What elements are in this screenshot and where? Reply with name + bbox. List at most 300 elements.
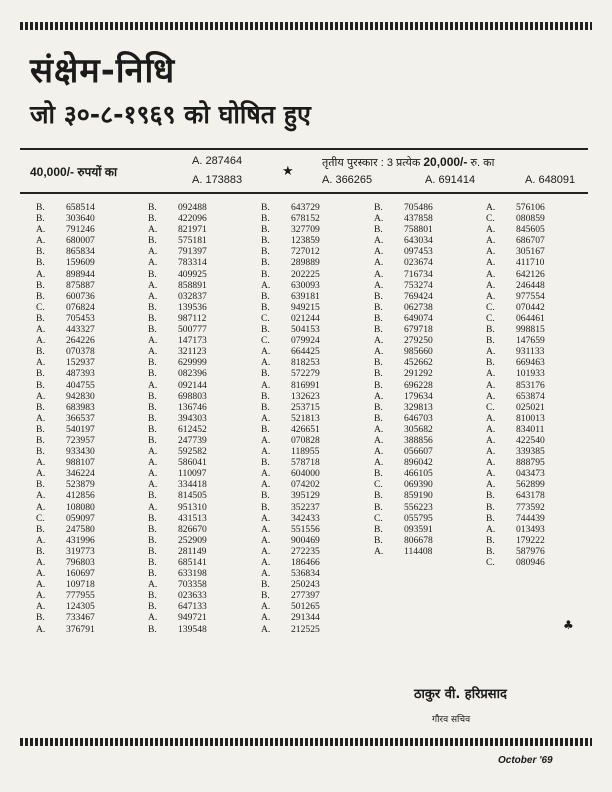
ticket-row bbox=[261, 490, 369, 501]
ticket-row bbox=[486, 457, 594, 468]
ticket-row bbox=[374, 524, 482, 535]
ticket-series: B. bbox=[486, 512, 495, 524]
ticket-row bbox=[374, 324, 482, 335]
ticket-row bbox=[36, 269, 144, 280]
ticket-series: B. bbox=[261, 224, 270, 236]
footer-date: October '69 bbox=[498, 755, 553, 766]
ticket-series: A. bbox=[148, 335, 158, 347]
third-prize-number-3: A. 648091 bbox=[525, 174, 576, 186]
ticket-row bbox=[374, 368, 482, 379]
ticket-series: B. bbox=[148, 623, 157, 635]
ticket-series: B. bbox=[374, 490, 383, 502]
ticket-series: B. bbox=[36, 379, 45, 391]
ticket-series: A. bbox=[486, 235, 496, 247]
ticket-number: 021244 bbox=[291, 312, 320, 324]
ticket-number: 933430 bbox=[66, 446, 95, 458]
ticket-number: 898944 bbox=[66, 268, 95, 280]
ticket-row bbox=[148, 446, 256, 457]
ticket-number: 633198 bbox=[178, 568, 207, 580]
ticket-series: B. bbox=[261, 401, 270, 413]
ticket-number: 949721 bbox=[178, 612, 207, 624]
ticket-series: A. bbox=[148, 501, 158, 513]
ticket-number: 629999 bbox=[178, 357, 207, 369]
ticket-row bbox=[261, 568, 369, 579]
ticket-series: B. bbox=[36, 213, 45, 225]
ticket-number: 346224 bbox=[66, 468, 95, 480]
ticket-row bbox=[148, 324, 256, 335]
ticket-row bbox=[486, 346, 594, 357]
ticket-row bbox=[261, 413, 369, 424]
ticket-series: A. bbox=[36, 568, 46, 580]
ticket-number: 109718 bbox=[66, 579, 95, 591]
star-icon: ★ bbox=[282, 163, 294, 178]
ticket-number: 074202 bbox=[291, 479, 320, 491]
ticket-row bbox=[261, 424, 369, 435]
ticket-series: A. bbox=[486, 379, 496, 391]
ticket-series: C. bbox=[261, 335, 270, 347]
ticket-series: B. bbox=[148, 590, 157, 602]
ticket-number: 696228 bbox=[404, 379, 433, 391]
ticket-row bbox=[261, 324, 369, 335]
ticket-series: C. bbox=[261, 312, 270, 324]
ticket-number: 853176 bbox=[516, 379, 545, 391]
ticket-row bbox=[374, 435, 482, 446]
ticket-number: 452662 bbox=[404, 357, 433, 369]
ticket-series: A. bbox=[486, 390, 496, 402]
ticket-row bbox=[148, 502, 256, 513]
ticket-row bbox=[374, 202, 482, 213]
ticket-row bbox=[486, 280, 594, 291]
ticket-number: 289889 bbox=[291, 257, 320, 269]
ticket-series: B. bbox=[261, 590, 270, 602]
ticket-series: B. bbox=[374, 368, 383, 380]
ticket-row bbox=[261, 269, 369, 280]
ticket-series: B. bbox=[374, 224, 383, 236]
ticket-row bbox=[486, 291, 594, 302]
ticket-number: 806678 bbox=[404, 534, 433, 546]
ticket-number: 062738 bbox=[404, 301, 433, 313]
ticket-series: B. bbox=[261, 301, 270, 313]
ticket-number: 114408 bbox=[404, 545, 433, 557]
ticket-series: B. bbox=[36, 612, 45, 624]
ticket-number: 639181 bbox=[291, 290, 320, 302]
ticket-number: 305167 bbox=[516, 246, 545, 258]
first-prize-label: 40,000/- रुपयों का bbox=[30, 165, 118, 179]
ticket-row bbox=[374, 257, 482, 268]
ticket-series: A. bbox=[486, 290, 496, 302]
ticket-row bbox=[486, 335, 594, 346]
ticket-number: 043473 bbox=[516, 468, 545, 480]
ticket-number: 247580 bbox=[66, 523, 95, 535]
ticket-series: C. bbox=[486, 557, 495, 568]
ticket-series: A. bbox=[148, 279, 158, 291]
ticket-row bbox=[374, 502, 482, 513]
ticket-series: B. bbox=[261, 457, 270, 469]
ticket-number: 160697 bbox=[66, 568, 95, 580]
ticket-number: 575181 bbox=[178, 235, 207, 247]
ticket-row bbox=[36, 324, 144, 335]
ticket-number: 069390 bbox=[404, 479, 433, 491]
ticket-series: B. bbox=[261, 490, 270, 502]
ticket-series: B. bbox=[374, 501, 383, 513]
ticket-series: C. bbox=[36, 512, 45, 524]
ticket-series: B. bbox=[36, 446, 45, 458]
ticket-series: A. bbox=[486, 412, 496, 424]
ticket-number: 252909 bbox=[178, 534, 207, 546]
ticket-number: 865834 bbox=[66, 246, 95, 258]
ticket-row bbox=[261, 202, 369, 213]
ticket-row bbox=[148, 601, 256, 612]
ticket-row bbox=[486, 535, 594, 546]
ticket-number: 339385 bbox=[516, 446, 545, 458]
ticket-number: 791246 bbox=[66, 224, 95, 236]
ticket-row bbox=[486, 524, 594, 535]
ticket-number: 521813 bbox=[291, 412, 320, 424]
ticket-series: A. bbox=[486, 523, 496, 535]
ticket-number: 327709 bbox=[291, 224, 320, 236]
ticket-series: A. bbox=[261, 479, 271, 491]
ticket-number: 264226 bbox=[66, 335, 95, 347]
top-border bbox=[20, 22, 592, 30]
prize-bar bbox=[20, 148, 588, 194]
ticket-row bbox=[36, 546, 144, 557]
ticket-number: 769424 bbox=[404, 290, 433, 302]
ticket-series: A. bbox=[486, 279, 496, 291]
ticket-row bbox=[148, 368, 256, 379]
ticket-number: 551556 bbox=[291, 523, 320, 535]
ticket-series: B. bbox=[36, 312, 45, 324]
ticket-series: A. bbox=[261, 568, 271, 580]
ticket-row bbox=[374, 213, 482, 224]
ticket-row bbox=[148, 479, 256, 490]
ticket-series: A. bbox=[36, 268, 46, 280]
ticket-row bbox=[374, 235, 482, 246]
ticket-row bbox=[36, 524, 144, 535]
ticket-row bbox=[148, 557, 256, 568]
ticket-number: 705486 bbox=[404, 202, 433, 213]
ticket-series: B. bbox=[148, 434, 157, 446]
ticket-row bbox=[261, 224, 369, 235]
ticket-number: 977554 bbox=[516, 290, 545, 302]
ticket-row bbox=[148, 513, 256, 524]
ticket-series: A. bbox=[374, 279, 384, 291]
ticket-number: 703358 bbox=[178, 579, 207, 591]
ticket-number: 942830 bbox=[66, 390, 95, 402]
ticket-number: 179634 bbox=[404, 390, 433, 402]
ticket-series: A. bbox=[36, 468, 46, 480]
ticket-series: B. bbox=[148, 545, 157, 557]
ticket-series: B. bbox=[261, 268, 270, 280]
ticket-number: 139536 bbox=[178, 301, 207, 313]
ticket-number: 727012 bbox=[291, 246, 320, 258]
ticket-number: 437858 bbox=[404, 213, 433, 225]
ticket-series: A. bbox=[148, 290, 158, 302]
ticket-number: 388856 bbox=[404, 434, 433, 446]
ticket-row bbox=[486, 313, 594, 324]
ticket-number: 680007 bbox=[66, 235, 95, 247]
ticket-row bbox=[261, 357, 369, 368]
ticket-series: A. bbox=[148, 579, 158, 591]
ticket-number: 698803 bbox=[178, 390, 207, 402]
ticket-row bbox=[261, 502, 369, 513]
ticket-row bbox=[148, 269, 256, 280]
ticket-series: B. bbox=[374, 534, 383, 546]
ticket-number: 321123 bbox=[178, 346, 207, 358]
ticket-series: A. bbox=[261, 468, 271, 480]
ticket-number: 409925 bbox=[178, 268, 207, 280]
ticket-row bbox=[374, 313, 482, 324]
ticket-row bbox=[36, 313, 144, 324]
ticket-row bbox=[148, 213, 256, 224]
ticket-row bbox=[261, 391, 369, 402]
ticket-series: B. bbox=[36, 523, 45, 535]
ticket-series: A. bbox=[374, 545, 384, 557]
ticket-number: 859190 bbox=[404, 490, 433, 502]
third-prize-label bbox=[322, 155, 494, 170]
ticket-number: 587976 bbox=[516, 545, 545, 557]
ticket-row bbox=[36, 590, 144, 601]
ticket-row bbox=[261, 280, 369, 291]
ticket-series: A. bbox=[486, 423, 496, 435]
ticket-number: 013493 bbox=[516, 523, 545, 535]
ticket-number: 070828 bbox=[291, 434, 320, 446]
ticket-number: 064461 bbox=[516, 312, 545, 324]
ticket-number: 080946 bbox=[516, 557, 545, 568]
ticket-series: A. bbox=[261, 434, 271, 446]
ticket-row bbox=[374, 380, 482, 391]
ticket-number: 723957 bbox=[66, 434, 95, 446]
ticket-number: 646703 bbox=[404, 412, 433, 424]
ticket-row bbox=[148, 490, 256, 501]
ticket-row bbox=[36, 624, 144, 635]
ticket-row bbox=[261, 535, 369, 546]
ticket-row bbox=[261, 479, 369, 490]
ticket-number: 431996 bbox=[66, 534, 95, 546]
ticket-row bbox=[148, 246, 256, 257]
ticket-number: 643729 bbox=[291, 202, 320, 213]
ticket-series: A. bbox=[261, 557, 271, 568]
ticket-row bbox=[36, 257, 144, 268]
ticket-series: A. bbox=[261, 346, 271, 358]
ticket-row bbox=[36, 368, 144, 379]
ticket-series: A. bbox=[486, 457, 496, 469]
ticket-number: 669463 bbox=[516, 357, 545, 369]
ticket-series: B. bbox=[148, 534, 157, 546]
ticket-number: 985660 bbox=[404, 346, 433, 358]
ticket-row bbox=[148, 335, 256, 346]
ticket-series: A. bbox=[374, 213, 384, 225]
ticket-row bbox=[486, 490, 594, 501]
ticket-row bbox=[261, 302, 369, 313]
ticket-series: A. bbox=[261, 446, 271, 458]
ticket-row bbox=[148, 235, 256, 246]
ticket-series: C. bbox=[374, 479, 383, 491]
ticket-row bbox=[261, 612, 369, 623]
ticket-number: 147173 bbox=[178, 335, 207, 347]
ticket-row bbox=[374, 224, 482, 235]
ticket-number: 556223 bbox=[404, 501, 433, 513]
ticket-number: 500777 bbox=[178, 324, 207, 336]
ticket-row bbox=[148, 612, 256, 623]
ticket-series: A. bbox=[261, 623, 271, 635]
ticket-series: A. bbox=[261, 523, 271, 535]
ticket-row bbox=[374, 413, 482, 424]
ticket-row bbox=[261, 590, 369, 601]
ticket-series: C. bbox=[374, 512, 383, 524]
ticket-row bbox=[486, 435, 594, 446]
ticket-series: A. bbox=[36, 601, 46, 613]
ticket-series: B. bbox=[148, 568, 157, 580]
ticket-number: 092488 bbox=[178, 202, 207, 213]
ticket-series: B. bbox=[261, 246, 270, 258]
signatory-designation: गौरव सचिव bbox=[432, 715, 471, 725]
end-mark-icon: ♣ bbox=[563, 618, 574, 632]
ticket-number: 814505 bbox=[178, 490, 207, 502]
ticket-series: A. bbox=[486, 202, 496, 213]
ticket-number: 875887 bbox=[66, 279, 95, 291]
third-prize-number-1: A. 366265 bbox=[322, 174, 373, 186]
ticket-series: A. bbox=[148, 346, 158, 358]
ticket-row bbox=[374, 468, 482, 479]
ticket-number: 643178 bbox=[516, 490, 545, 502]
ticket-number: 649074 bbox=[404, 312, 433, 324]
ticket-number: 281149 bbox=[178, 545, 207, 557]
ticket-number: 592582 bbox=[178, 446, 207, 458]
ticket-series: A. bbox=[36, 335, 46, 347]
ticket-series: A. bbox=[36, 235, 46, 247]
ticket-row bbox=[148, 579, 256, 590]
ticket-row bbox=[486, 302, 594, 313]
ticket-number: 279250 bbox=[404, 335, 433, 347]
ticket-number: 834011 bbox=[516, 423, 545, 435]
ticket-number: 411710 bbox=[516, 257, 545, 269]
ticket-row bbox=[148, 313, 256, 324]
ticket-number: 523879 bbox=[66, 479, 95, 491]
ticket-series: B. bbox=[36, 346, 45, 358]
ticket-row bbox=[148, 524, 256, 535]
ticket-series: C. bbox=[486, 401, 495, 413]
ticket-number: 705453 bbox=[66, 312, 95, 324]
ticket-number: 082396 bbox=[178, 368, 207, 380]
ticket-row bbox=[261, 213, 369, 224]
ticket-number: 366537 bbox=[66, 412, 95, 424]
ticket-series: B. bbox=[148, 268, 157, 280]
number-column-2 bbox=[148, 202, 256, 635]
ticket-series: A. bbox=[486, 257, 496, 269]
ticket-number: 147659 bbox=[516, 335, 545, 347]
ticket-number: 132623 bbox=[291, 390, 320, 402]
ticket-series: A. bbox=[148, 379, 158, 391]
ticket-row bbox=[148, 624, 256, 635]
ticket-number: 612452 bbox=[178, 423, 207, 435]
ticket-row bbox=[374, 246, 482, 257]
ticket-number: 501265 bbox=[291, 601, 320, 613]
ticket-series: B. bbox=[261, 579, 270, 591]
ticket-row bbox=[374, 546, 482, 557]
ticket-row bbox=[36, 435, 144, 446]
ticket-number: 277397 bbox=[291, 590, 320, 602]
ticket-row bbox=[148, 391, 256, 402]
ticket-series: B. bbox=[261, 368, 270, 380]
ticket-series: B. bbox=[148, 312, 157, 324]
ticket-row bbox=[374, 479, 482, 490]
ticket-number: 110097 bbox=[178, 468, 207, 480]
ticket-series: A. bbox=[374, 335, 384, 347]
ticket-number: 159609 bbox=[66, 257, 95, 269]
ticket-number: 642126 bbox=[516, 268, 545, 280]
ticket-row bbox=[148, 413, 256, 424]
ticket-series: A. bbox=[36, 457, 46, 469]
ticket-series: A. bbox=[36, 590, 46, 602]
ticket-series: A. bbox=[486, 224, 496, 236]
ticket-number: 900469 bbox=[291, 534, 320, 546]
ticket-series: A. bbox=[261, 512, 271, 524]
ticket-row bbox=[148, 535, 256, 546]
ticket-row bbox=[148, 380, 256, 391]
ticket-series: B. bbox=[148, 412, 157, 424]
page-subtitle: जो ३०-८-१९६९ को घोषित हुए bbox=[30, 100, 311, 129]
ticket-number: 246448 bbox=[516, 279, 545, 291]
ticket-series: B. bbox=[374, 379, 383, 391]
third-prize-prefix: तृतीय पुरस्कार : 3 प्रत्येक bbox=[322, 157, 421, 169]
ticket-series: A. bbox=[374, 257, 384, 269]
ticket-series: B. bbox=[36, 279, 45, 291]
ticket-series: B. bbox=[486, 357, 495, 369]
ticket-number: 826670 bbox=[178, 523, 207, 535]
ticket-series: A. bbox=[374, 246, 384, 258]
ticket-row bbox=[36, 280, 144, 291]
ticket-series: B. bbox=[374, 312, 383, 324]
ticket-row bbox=[36, 513, 144, 524]
ticket-number: 678152 bbox=[291, 213, 320, 225]
ticket-number: 212525 bbox=[291, 623, 320, 635]
ticket-row bbox=[261, 557, 369, 568]
ticket-row bbox=[36, 490, 144, 501]
ticket-series: A. bbox=[374, 235, 384, 247]
ticket-row bbox=[486, 368, 594, 379]
ticket-row bbox=[486, 202, 594, 213]
ticket-number: 858891 bbox=[178, 279, 207, 291]
ticket-series: A. bbox=[36, 534, 46, 546]
ticket-number: 253715 bbox=[291, 401, 320, 413]
ticket-series: B. bbox=[148, 235, 157, 247]
ticket-row bbox=[486, 391, 594, 402]
ticket-series: A. bbox=[486, 246, 496, 258]
ticket-number: 076824 bbox=[66, 301, 95, 313]
ticket-series: B. bbox=[374, 324, 383, 336]
ticket-series: C. bbox=[486, 312, 495, 324]
ticket-row bbox=[148, 568, 256, 579]
ticket-series: B. bbox=[148, 490, 157, 502]
ticket-number: 376791 bbox=[66, 623, 95, 635]
ticket-number: 334418 bbox=[178, 479, 207, 491]
ticket-series: B. bbox=[148, 301, 157, 313]
ticket-row bbox=[36, 335, 144, 346]
ticket-series: A. bbox=[36, 501, 46, 513]
ticket-number: 079924 bbox=[291, 335, 320, 347]
ticket-series: B. bbox=[261, 423, 270, 435]
ticket-row bbox=[36, 213, 144, 224]
ticket-row bbox=[261, 380, 369, 391]
ticket-row bbox=[374, 446, 482, 457]
ticket-series: B. bbox=[374, 468, 383, 480]
ticket-number: 643034 bbox=[404, 235, 433, 247]
ticket-series: B. bbox=[374, 357, 383, 369]
ticket-row bbox=[261, 468, 369, 479]
ticket-row bbox=[261, 235, 369, 246]
ticket-row bbox=[374, 402, 482, 413]
ticket-number: 025021 bbox=[516, 401, 545, 413]
